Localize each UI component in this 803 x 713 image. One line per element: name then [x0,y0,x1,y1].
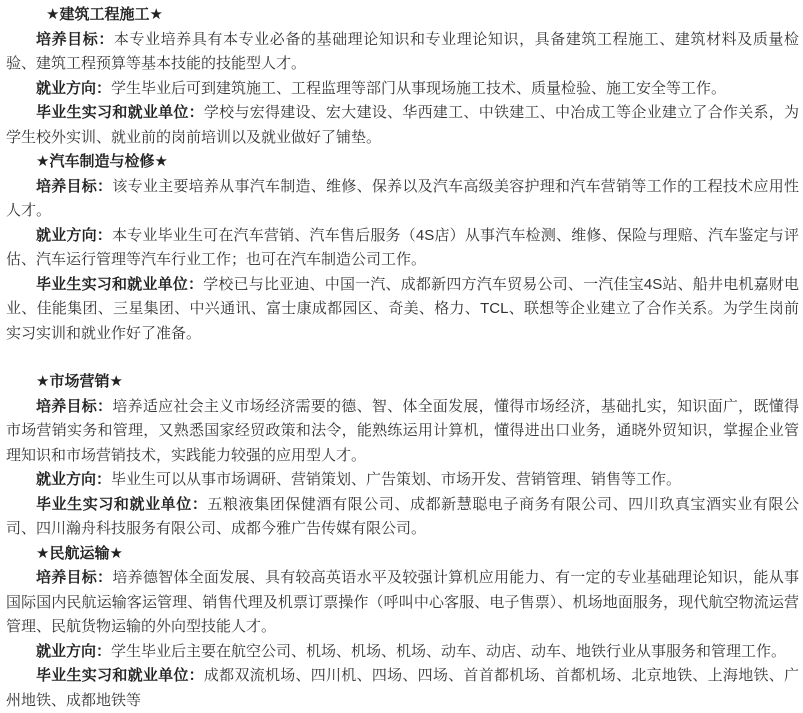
label: 毕业生实习和就业单位： [36,495,208,513]
paragraph-internship-units [6,664,799,713]
section-title-civil-aviation: ★民航运输★ [36,544,123,562]
text: 毕业生可以从事市场调研、营销策划、广告策划、市场开发、营销管理、销售等工作。 [111,471,682,488]
section-title-automotive: ★汽车制造与检修★ [36,153,168,170]
text: 学校已与比亚迪、中国一汽、成都新四方汽车贸易公司、一汽佳宝4S站、船井电机嘉财电业、佳能集团、三星集团、中兴通讯、富士康成都园区、奇美、格力、TCL、联想等企业建立了合作关系。为学生岗前实习实训和就业作好了准备。 [6,275,799,342]
label: 培养目标： [36,30,114,48]
paragraph-career-direction [6,77,799,102]
label: 就业方向： [36,226,112,244]
section-title-construction: ★建筑工程施工★ [46,6,163,23]
spacer [6,346,799,370]
paragraph-career-direction [6,640,799,665]
label: 就业方向： [36,642,112,660]
label: 培养目标： [36,397,113,415]
label: 就业方向： [36,471,112,488]
label: 毕业生实习和就业单位： [36,275,204,293]
text: 五粮液集团保健酒有限公司、成都新慧聪电子商务有限公司、四川玖真宝酒实业有限公司、四川瀚舟科技服务有限公司、成都今雅广告传媒有限公司。 [6,495,799,537]
paragraph-internship-units [6,273,799,347]
label: 培养目标： [36,569,113,586]
text: 学生毕业后主要在航空公司、机场、机场、机场、动车、动店、动车、地铁行业从事服务和管理工作。 [111,642,787,660]
paragraph-career-direction [6,224,799,273]
label: 毕业生实习和就业单位： [36,667,204,684]
paragraph-career-direction [6,468,799,493]
text: 培养德智体全面发展、具有较高英语水平及较强计算机应用能力、有一定的专业基础理论知识，能从事国际国内民航运输客运管理、销售代理及机票订票操作（呼叫中心客服、电子售票）、机场地面服务，现代航空物流运营管理、民航货物运输的外向型技能人才。 [6,569,799,635]
paragraph-training-goal [6,395,799,469]
label: 就业方向： [36,79,112,97]
text: 成都双流机场、四川机、四场、四场、首首都机场、首都机场、北京地铁、上海地铁、广州地铁、成都地铁等 [6,667,799,709]
text: 本专业毕业生可在汽车营销、汽车售后服务（4S店）从事汽车检测、维修、保险与理赔、汽车鉴定与评估、汽车运行管理等汽车行业工作；也可在汽车制造公司工作。 [6,226,799,268]
text: 学生毕业后可到建筑施工、工程监理等部门从事现场施工技术、质量检验、施工安全等工作。 [111,79,727,97]
paragraph-internship-units [6,101,799,150]
text: 本专业培养具有本专业必备的基础理论知识和专业理论知识，具备建筑工程施工、建筑材料及质量检验、建筑工程预算等基本技能的技能型人才。 [6,30,799,72]
text: 培养适应社会主义市场经济需要的德、智、体全面发展，懂得市场经济，基础扎实，知识面广，既懂得市场营销实务和管理，又熟悉国家经贸政策和法令，能熟练运用计算机，懂得进出口业务，通晓外贸知识，掌握企业管理知识和市场营销技术，实践能力较强的应用型人才。 [6,397,799,464]
section-title-marketing: ★市场营销★ [36,373,123,390]
paragraph-training-goal [6,175,799,224]
paragraph-training-goal [6,28,799,77]
label: 毕业生实习和就业单位： [36,104,204,121]
paragraph-internship-units [6,493,799,542]
text: 该专业主要培养从事汽车制造、维修、保养以及汽车高级美容护理和汽车营销等工作的工程技术应用性人才。 [6,177,799,219]
paragraph-training-goal [6,566,799,640]
label: 培养目标： [36,177,113,195]
text: 学校与宏得建设、宏大建设、华西建工、中铁建工、中冶成工等企业建立了合作关系，为学生校外实训、就业前的岗前培训以及就业做好了铺垫。 [6,104,799,146]
